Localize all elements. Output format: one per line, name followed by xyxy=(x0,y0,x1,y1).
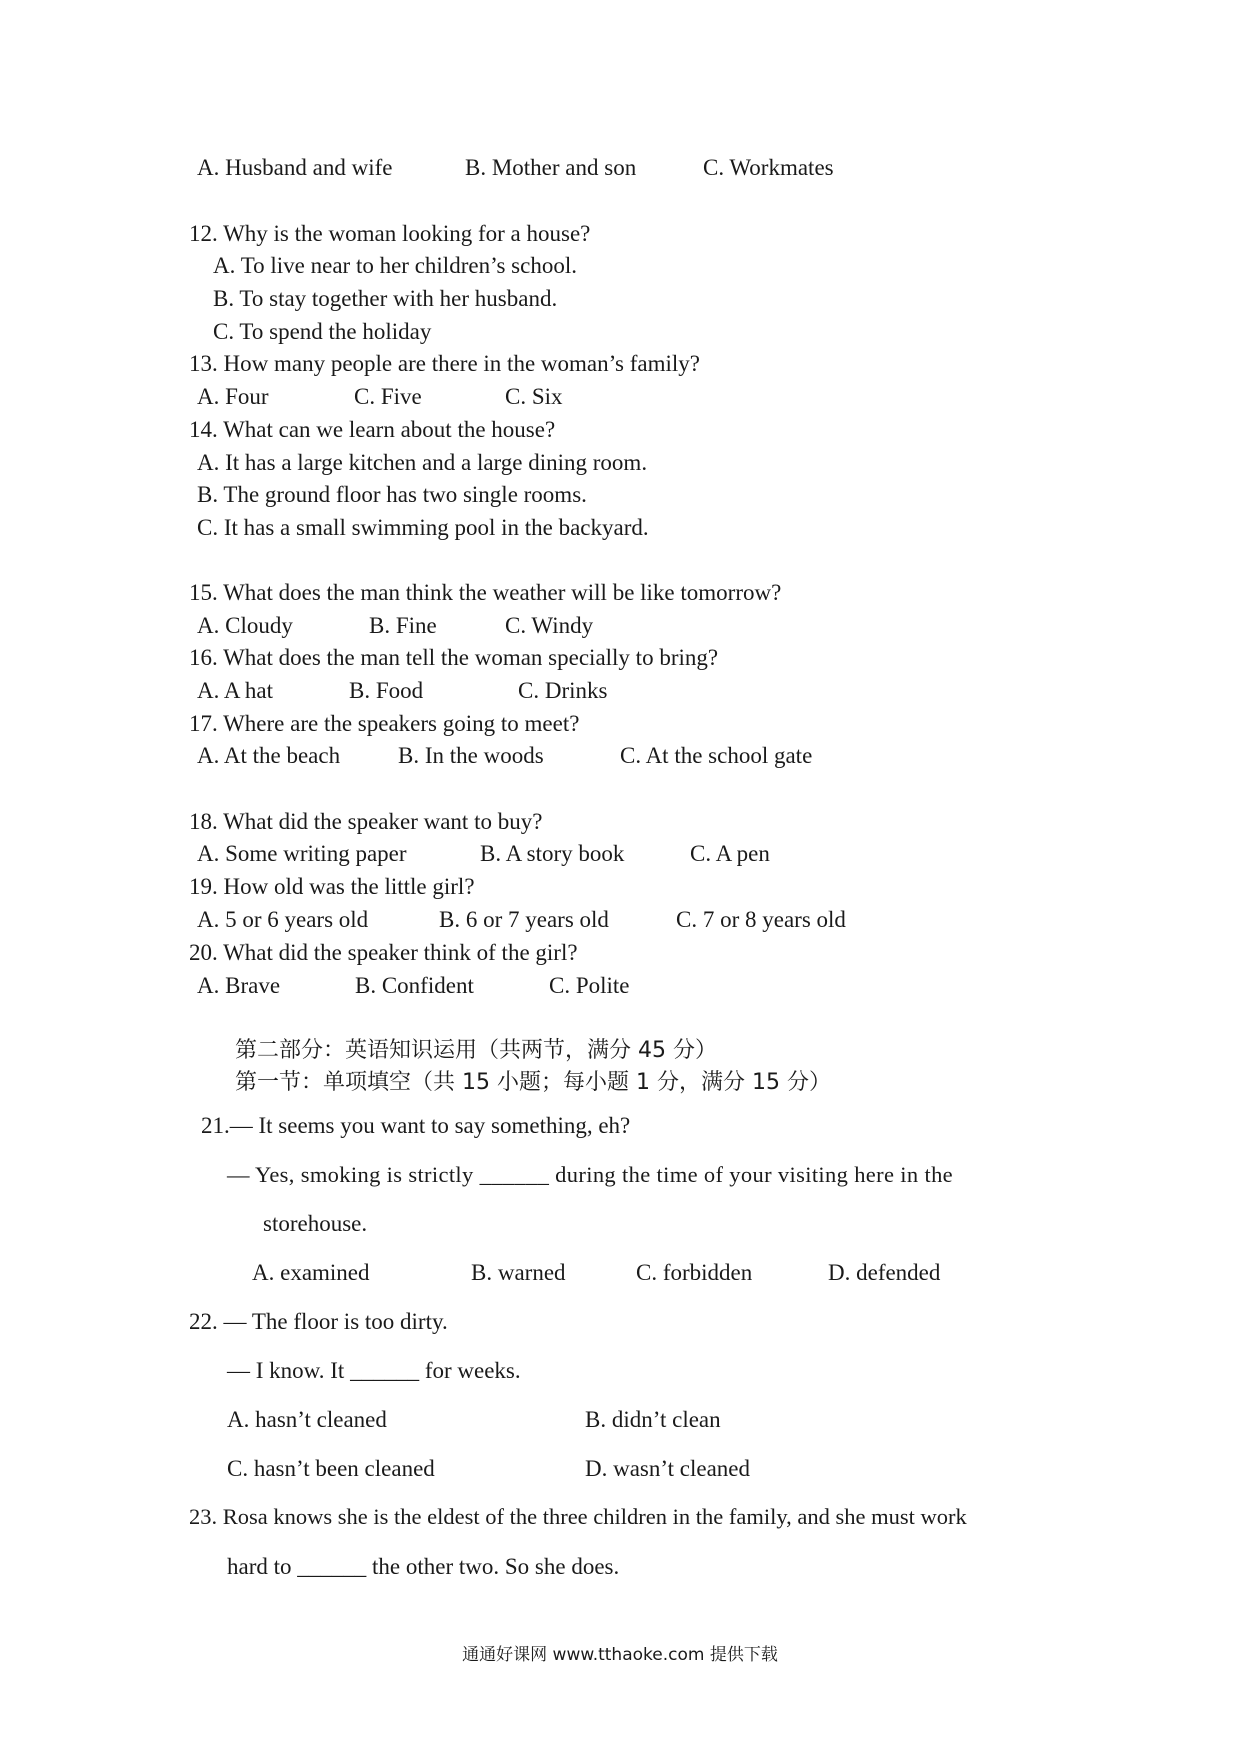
q21-option-a: A. examined xyxy=(252,1260,370,1285)
q21-reply: — Yes, smoking is strictly ______ during the time of your visiting here in the xyxy=(227,1162,954,1187)
q21-option-b: B. warned xyxy=(471,1260,566,1285)
q22-option-c: C. hasn’t been cleaned xyxy=(227,1456,435,1481)
q12-stem: 12. Why is the woman looking for a house? xyxy=(189,221,591,246)
q20-stem: 20. What did the speaker think of the girl? xyxy=(189,940,578,965)
q21-option-c: C. forbidden xyxy=(636,1260,753,1285)
section1-heading: 第一节：单项填空（共 15 小题；每小题 1 分，满分 15 分） xyxy=(235,1070,831,1095)
q12-option-a: A. To live near to her children’s school. xyxy=(213,253,577,278)
q19-option-a: A. 5 or 6 years old xyxy=(197,907,369,932)
q19-option-b: B. 6 or 7 years old xyxy=(439,907,609,932)
q21-option-d: D. defended xyxy=(828,1260,941,1285)
q22-option-b: B. didn’t clean xyxy=(585,1407,721,1432)
q22-reply: — I know. It ______ for weeks. xyxy=(227,1358,521,1383)
q14-option-c: C. It has a small swimming pool in the backyard. xyxy=(197,515,649,540)
q22-stem: 22. — The floor is too dirty. xyxy=(189,1309,448,1334)
q13-stem: 13. How many people are there in the woman’s family? xyxy=(189,351,700,376)
q17-option-a: A. At the beach xyxy=(197,743,341,768)
q20-option-c: C. Polite xyxy=(549,973,630,998)
q13-option-c: C. Six xyxy=(505,384,563,409)
q17-option-b: B. In the woods xyxy=(398,743,544,768)
q12-option-c: C. To spend the holiday xyxy=(213,319,432,344)
q17-stem: 17. Where are the speakers going to meet? xyxy=(189,711,580,736)
q18-option-c: C. A pen xyxy=(690,841,770,866)
q21-reply-cont: storehouse. xyxy=(263,1211,368,1236)
q18-stem: 18. What did the speaker want to buy? xyxy=(189,809,543,834)
q15-option-c: C. Windy xyxy=(505,613,594,638)
part2-heading: 第二部分：英语知识运用（共两节，满分 45 分） xyxy=(235,1038,717,1063)
q14-option-a: A. It has a large kitchen and a large dining room. xyxy=(197,450,648,475)
q16-option-b: B. Food xyxy=(349,678,424,703)
q16-option-c: C. Drinks xyxy=(518,678,608,703)
q18-option-a: A. Some writing paper xyxy=(197,841,407,866)
q11-option-a: A. Husband and wife xyxy=(197,155,393,180)
q15-stem: 15. What does the man think the weather will be like tomorrow? xyxy=(189,580,782,605)
q23-line1: 23. Rosa knows she is the eldest of the three children in the family, and she must work xyxy=(189,1504,967,1529)
q13-option-a: A. Four xyxy=(197,384,269,409)
q11-option-c: C. Workmates xyxy=(703,155,834,180)
q21-stem: 21.— It seems you want to say something, eh? xyxy=(201,1113,631,1138)
q22-option-d: D. wasn’t cleaned xyxy=(585,1456,750,1481)
q18-option-b: B. A story book xyxy=(480,841,625,866)
q20-option-b: B. Confident xyxy=(355,973,474,998)
q12-option-b: B. To stay together with her husband. xyxy=(213,286,558,311)
q16-stem: 16. What does the man tell the woman specially to bring? xyxy=(189,645,719,670)
q20-option-a: A. Brave xyxy=(197,973,281,998)
q15-option-a: A. Cloudy xyxy=(197,613,293,638)
q17-option-c: C. At the school gate xyxy=(620,743,813,768)
q19-stem: 19. How old was the little girl? xyxy=(189,874,475,899)
q19-option-c: C. 7 or 8 years old xyxy=(676,907,846,932)
q13-option-b: C. Five xyxy=(354,384,422,409)
q22-option-a: A. hasn’t cleaned xyxy=(227,1407,387,1432)
footer-watermark: 通通好课网 www.tthaoke.com 提供下载 xyxy=(462,1645,778,1665)
q16-option-a: A. A hat xyxy=(197,678,274,703)
q23-line2: hard to ______ the other two. So she does. xyxy=(227,1554,620,1579)
q15-option-b: B. Fine xyxy=(369,613,437,638)
q11-option-b: B. Mother and son xyxy=(465,155,637,180)
q14-stem: 14. What can we learn about the house? xyxy=(189,417,556,442)
q14-option-b: B. The ground floor has two single rooms. xyxy=(197,482,587,507)
